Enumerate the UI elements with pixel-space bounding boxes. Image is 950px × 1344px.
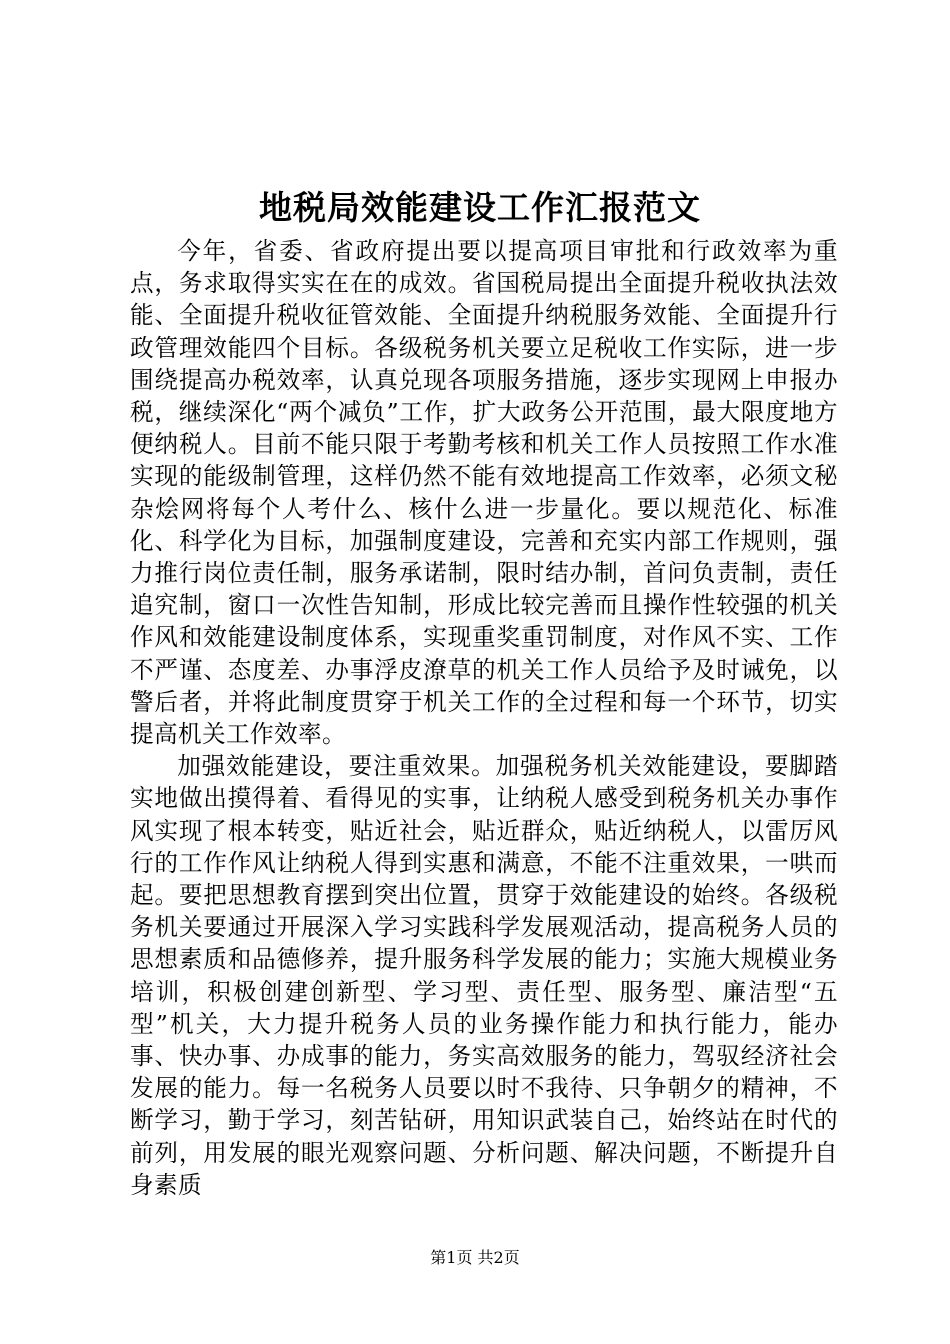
document-body (130, 235, 838, 1201)
page-number-footer: 第1页 共2页 (430, 1248, 520, 1267)
paragraph-2: 加强效能建设，要注重效果。加强税务机关效能建设，要脚踏实地做出摸得着、看得见的实事，让纳税人感受到税务机关办事作风实现了根本转变，贴近社会，贴近群众，贴近纳税人，以雷厉风行的工作作风让纳税人得到实惠和满意，不能不注重效果，一哄而起。要把思想教育摆到突出位置，贯穿于效能建设的始终。各级税务机关要通过开展深入学习实践科学发展观活动，提高税务人员的思想素质和品德修养，提升服务科学发展的能力；实施大规模业务培训，积极创建创新型、学习型、责任型、服务型、廉洁型“五型”机关，大力提升税务人员的业务操作能力和执行能力，能办事、快办事、办成事的能力，务实高效服务的能力，驾驭经济社会发展的能力。每一名税务人员要以时不我待、只争朝夕的精神，不断学习，勤于学习，刻苦钻研，用知识武装自己，始终站在时代的前列，用发展的眼光观察问题、分析问题、解决问题，不断提升自身素质 (130, 752, 838, 1199)
document-title: 地税局效能建设工作汇报范文 (259, 188, 701, 227)
paragraph-1: 今年，省委、省政府提出要以提高项目审批和行政效率为重点，务求取得实实在在的成效。省国税局提出全面提升税收执法效能、全面提升税收征管效能、全面提升纳税服务效能、全面提升行政管理效能四个目标。各级税务机关要立足税收工作实际，进一步围绕提高办税效率，认真兑现各项服务措施，逐步实现网上申报办税，继续深化“两个减负”工作，扩大政务公开范围，最大限度地方便纳税人。目前不能只限于考勤考核和机关工作人员按照工作水准实现的能级制管理，这样仍然不能有效地提高工作效率，必须文秘杂烩网将每个人考什么、核什么进一步量化。要以规范化、标准化、科学化为目标，加强制度建设，完善和充实内部工作规则，强力推行岗位责任制，服务承诺制，限时结办制，首问负责制，责任追究制，窗口一次性告知制，形成比较完善而且操作性较强的机关作风和效能建设制度体系，实现重奖重罚制度，对作风不实、工作不严谨、态度差、办事浮皮潦草的机关工作人员给予及时诫免，以警后者，并将此制度贯穿于机关工作的全过程和每一个环节，切实提高机关工作效率。 (130, 237, 838, 749)
